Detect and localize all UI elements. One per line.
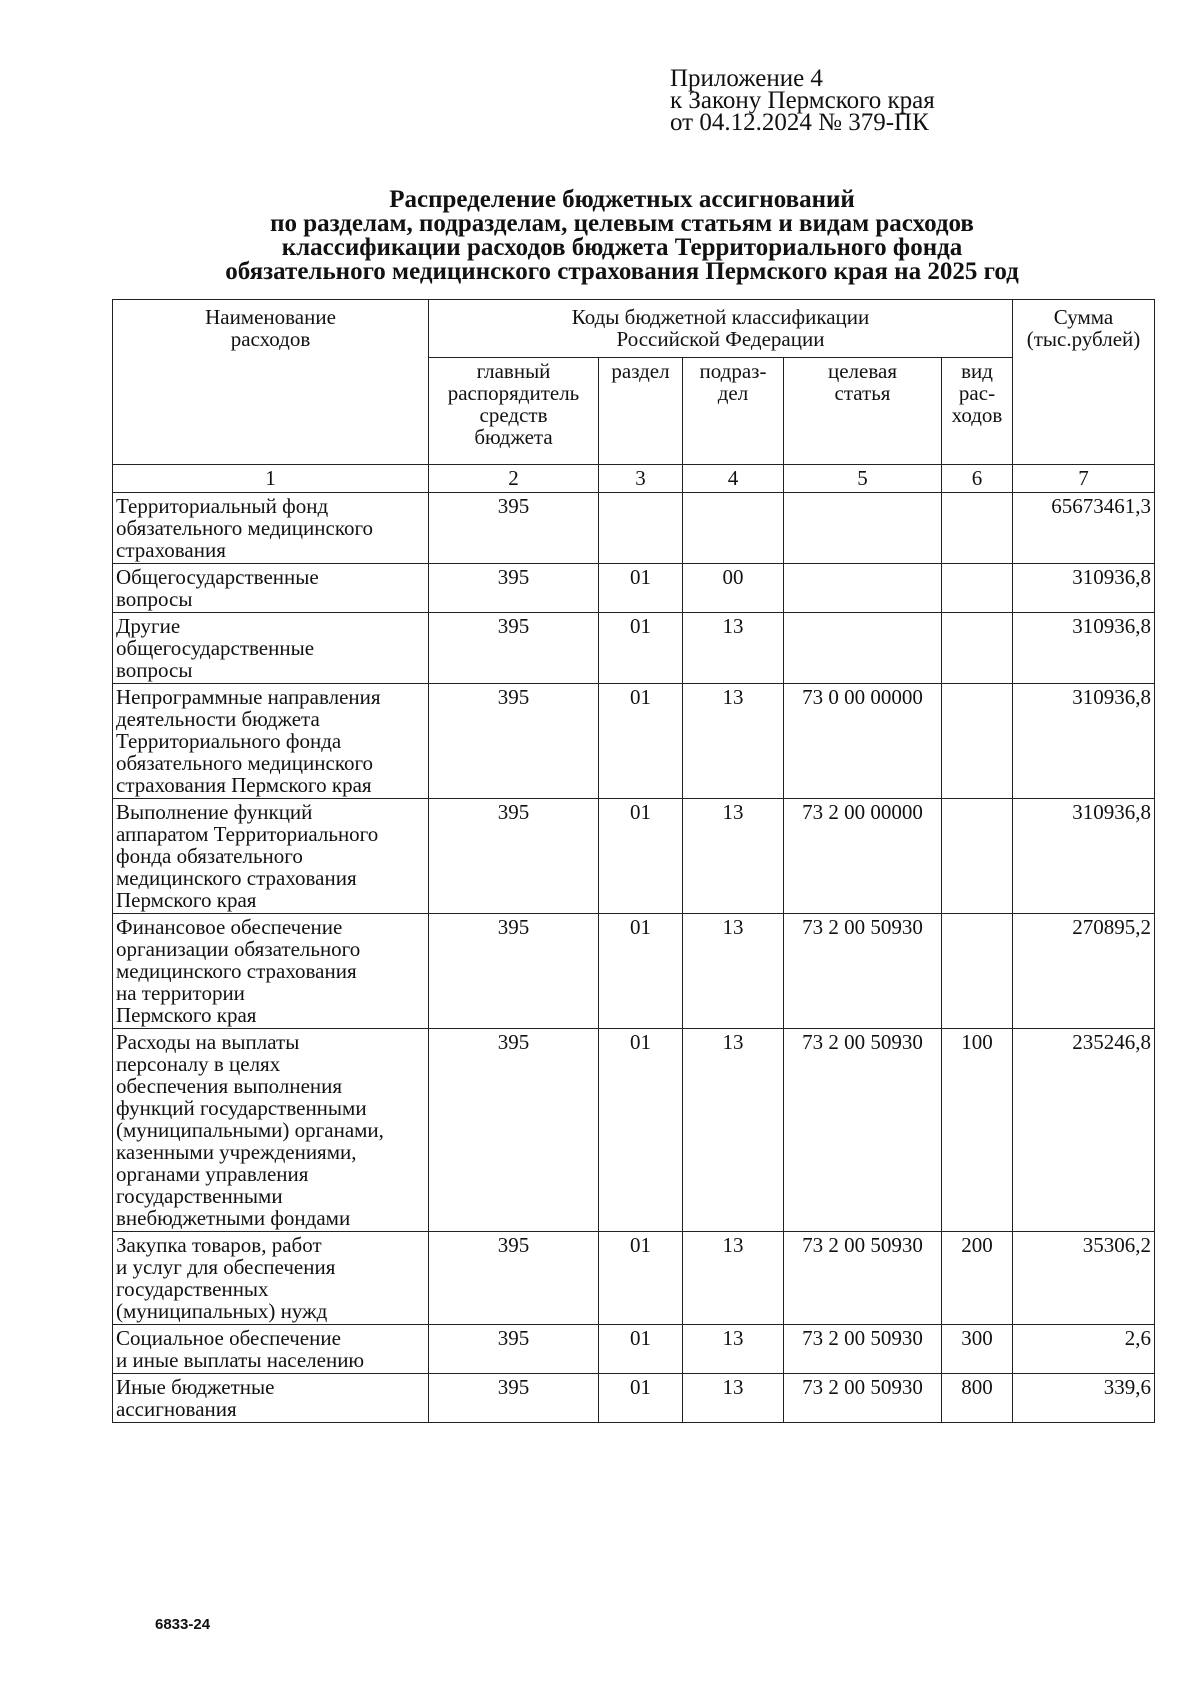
- budget-table: [112, 299, 1155, 1423]
- sum-value: 2,6: [1013, 1325, 1155, 1374]
- main-manager-code: 395: [429, 1029, 599, 1232]
- target-code: 73 0 00 00000: [784, 684, 942, 799]
- expense-name: Выполнение функций аппаратом Территориального фонда обязательного медицинского страхования Пермского края: [113, 799, 429, 914]
- table-row: [113, 1029, 1155, 1232]
- section-code: 01: [599, 564, 683, 613]
- kind-code: [942, 493, 1013, 564]
- target-code: [784, 564, 942, 613]
- subsection-code: 13: [683, 684, 784, 799]
- main-manager-code: 395: [429, 613, 599, 684]
- expense-name: Территориальный фонд обязательного медицинского страхования: [113, 493, 429, 564]
- document-title: [112, 188, 1132, 284]
- header-codes: Коды бюджетной классификации Российской Федерации: [429, 300, 1013, 358]
- document-code: 6833-24: [155, 1616, 211, 1633]
- section-code: 01: [599, 613, 683, 684]
- sum-value: 310936,8: [1013, 799, 1155, 914]
- kind-code: [942, 684, 1013, 799]
- target-code: [784, 613, 942, 684]
- col-number: 1: [113, 465, 429, 493]
- col-number: 4: [683, 465, 784, 493]
- subsection-code: 13: [683, 914, 784, 1029]
- header-sum: Сумма (тыс.рублей): [1013, 300, 1155, 465]
- kind-code: 100: [942, 1029, 1013, 1232]
- expense-name: Социальное обеспечение и иные выплаты населению: [113, 1325, 429, 1374]
- appendix-line-3: от 04.12.2024 № 379-ПК: [670, 109, 929, 136]
- main-manager-code: 395: [429, 1232, 599, 1325]
- sum-value: 310936,8: [1013, 564, 1155, 613]
- table-row: [113, 799, 1155, 914]
- sum-value: 310936,8: [1013, 684, 1155, 799]
- table-row: [113, 613, 1155, 684]
- header-main-manager: главный распорядитель средств бюджета: [429, 358, 599, 465]
- header-target: целевая статья: [784, 358, 942, 465]
- column-number-row: [113, 465, 1155, 493]
- target-code: 73 2 00 00000: [784, 799, 942, 914]
- subsection-code: 13: [683, 799, 784, 914]
- section-code: [599, 493, 683, 564]
- appendix-line-1: Приложение 4: [670, 65, 823, 92]
- subsection-code: 13: [683, 613, 784, 684]
- expense-name: Иные бюджетные ассигнования: [113, 1374, 429, 1423]
- table-row: [113, 493, 1155, 564]
- target-code: 73 2 00 50930: [784, 914, 942, 1029]
- table-row: [113, 564, 1155, 613]
- target-code: 73 2 00 50930: [784, 1232, 942, 1325]
- col-number: 2: [429, 465, 599, 493]
- table-row: [113, 1325, 1155, 1374]
- kind-code: [942, 613, 1013, 684]
- table-body: [113, 493, 1155, 1423]
- subsection-code: [683, 493, 784, 564]
- sum-value: 310936,8: [1013, 613, 1155, 684]
- target-code: 73 2 00 50930: [784, 1325, 942, 1374]
- sum-value: 339,6: [1013, 1374, 1155, 1423]
- section-code: 01: [599, 1029, 683, 1232]
- target-code: 73 2 00 50930: [784, 1029, 942, 1232]
- title-line-4: обязательного медицинского страхования Пермского края на 2025 год: [225, 258, 1019, 285]
- section-code: 01: [599, 914, 683, 1029]
- sum-value: 235246,8: [1013, 1029, 1155, 1232]
- header-section: раздел: [599, 358, 683, 465]
- main-manager-code: 395: [429, 1325, 599, 1374]
- main-manager-code: 395: [429, 564, 599, 613]
- subsection-code: 13: [683, 1374, 784, 1423]
- target-code: [784, 493, 942, 564]
- section-code: 01: [599, 799, 683, 914]
- kind-code: 800: [942, 1374, 1013, 1423]
- sum-value: 65673461,3: [1013, 493, 1155, 564]
- table-row: [113, 914, 1155, 1029]
- kind-code: [942, 799, 1013, 914]
- title-line-1: Распределение бюджетных ассигнований: [389, 186, 855, 213]
- table-row: [113, 1232, 1155, 1325]
- table-header: [113, 300, 1155, 493]
- header-name: Наименование расходов: [113, 300, 429, 465]
- section-code: 01: [599, 1232, 683, 1325]
- header-kind: вид рас- ходов: [942, 358, 1013, 465]
- kind-code: 300: [942, 1325, 1013, 1374]
- section-code: 01: [599, 684, 683, 799]
- expense-name: Расходы на выплаты персоналу в целях обеспечения выполнения функций государственными (муниципальными) органами, казенными учреждениями, органами управления государственными внебюджетными фондами: [113, 1029, 429, 1232]
- col-number: 6: [942, 465, 1013, 493]
- main-manager-code: 395: [429, 684, 599, 799]
- subsection-code: 13: [683, 1232, 784, 1325]
- subsection-code: 13: [683, 1325, 784, 1374]
- col-number: 7: [1013, 465, 1155, 493]
- expense-name: Непрограммные направления деятельности бюджета Территориального фонда обязательного медицинского страхования Пермского края: [113, 684, 429, 799]
- col-number: 5: [784, 465, 942, 493]
- subsection-code: 13: [683, 1029, 784, 1232]
- section-code: 01: [599, 1325, 683, 1374]
- expense-name: Финансовое обеспечение организации обязательного медицинского страхования на территории Пермского края: [113, 914, 429, 1029]
- title-line-3: классификации расходов бюджета Территориального фонда: [281, 234, 963, 261]
- subsection-code: 00: [683, 564, 784, 613]
- main-manager-code: 395: [429, 799, 599, 914]
- appendix-reference: [670, 65, 935, 136]
- kind-code: [942, 914, 1013, 1029]
- sum-value: 270895,2: [1013, 914, 1155, 1029]
- header-subsection: подраз- дел: [683, 358, 784, 465]
- sum-value: 35306,2: [1013, 1232, 1155, 1325]
- kind-code: 200: [942, 1232, 1013, 1325]
- section-code: 01: [599, 1374, 683, 1423]
- main-manager-code: 395: [429, 493, 599, 564]
- appendix-line-2: к Закону Пермского края: [670, 87, 935, 114]
- table-row: [113, 1374, 1155, 1423]
- target-code: 73 2 00 50930: [784, 1374, 942, 1423]
- col-number: 3: [599, 465, 683, 493]
- expense-name: Общегосударственные вопросы: [113, 564, 429, 613]
- title-line-2: по разделам, подразделам, целевым статьям и видам расходов: [270, 210, 974, 237]
- expense-name: Другие общегосударственные вопросы: [113, 613, 429, 684]
- main-manager-code: 395: [429, 914, 599, 1029]
- main-manager-code: 395: [429, 1374, 599, 1423]
- table-row: [113, 684, 1155, 799]
- kind-code: [942, 564, 1013, 613]
- expense-name: Закупка товаров, работ и услуг для обеспечения государственных (муниципальных) нужд: [113, 1232, 429, 1325]
